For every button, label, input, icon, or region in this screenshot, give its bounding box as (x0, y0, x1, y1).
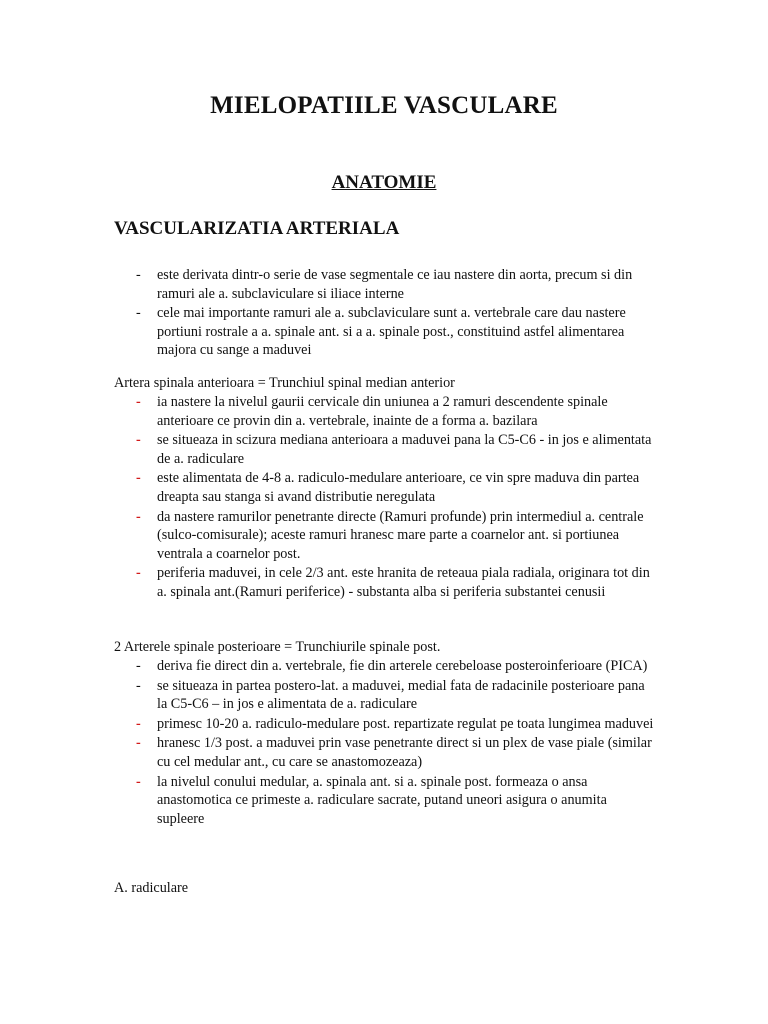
list-item (114, 266, 654, 303)
list-item-text: periferia maduvei, in cele 2/3 ant. este hranita de reteaua piala radiala, originara tot din a. spinala ant.(Ramuri periferice) - substanta alba si periferia substantei cenusii (157, 565, 650, 600)
list-item-text: este alimentata de 4-8 a. radiculo-medulare anterioare, ce vin spre maduva din partea dreapta sau stanga si avand distributie neregulata (157, 470, 640, 505)
list-item-text: este derivata dintr-o serie de vase segmentale ce iau nastere din aorta, precum si din ramuri ale a. subclaviculare si iliace interne (157, 267, 633, 302)
document-subtitle: ANATOMIE (331, 172, 437, 193)
list-bullet: - (136, 773, 141, 790)
list-bullet: - (136, 658, 141, 674)
radiculare-heading: A. radiculare (114, 880, 189, 896)
list-item (114, 734, 654, 771)
list-item (114, 431, 654, 468)
list-item-text: se situeaza in partea postero-lat. a maduvei, medial fata de radacinile posterioare pana la C5-C6 – in jos e alimentata de a. radiculare (157, 677, 645, 713)
list-item-text: deriva fie direct din a. vertebrale, fie din arterele cerebeloase posteroinferioare (PICA) (157, 658, 648, 674)
list-item (114, 393, 654, 430)
list-item-text: hranesc 1/3 post. a maduvei prin vase penetrante direct si un plex de vase piale (similar cu cel medular ant., cu care se anastomozeaza) (157, 735, 652, 770)
list-item (114, 677, 654, 714)
list-bullet: - (136, 305, 141, 322)
list-bullet: - (136, 735, 141, 752)
posterior-heading: 2 Arterele spinale posterioare = Trunchiurile spinale post. (114, 639, 441, 655)
list-item (114, 469, 654, 506)
list-item (114, 773, 654, 829)
list-bullet: - (136, 470, 141, 487)
list-item (114, 564, 654, 601)
list-item-text: la nivelul conului medular, a. spinala ant. si a. spinale post. formeaza o ansa anastomotica ce primeste a. radiculare sacrate, putand uneori asigura o anumita supleere (157, 773, 607, 827)
list-bullet: - (136, 565, 141, 582)
list-item (114, 508, 654, 564)
list-bullet: - (136, 267, 141, 283)
list-item-text: se situeaza in scizura mediana anterioara a maduvei pana la C5-C6 - in jos e alimentata de a. radiculare (157, 432, 652, 467)
intro-list (114, 266, 654, 360)
list-item (114, 304, 654, 360)
anterior-heading: Artera spinala anterioara = Trunchiul spinal median anterior (114, 375, 455, 391)
anterior-list-block (114, 393, 654, 602)
posterior-list (114, 657, 654, 828)
list-bullet: - (136, 394, 141, 410)
list-item-text: cele mai importante ramuri ale a. subclaviculare sunt a. vertebrale care dau nastere portiuni rostrale a a. spinale ant. si a a. spinale post., constituind astfel alimentarea majora cu sange a maduvei (157, 305, 626, 359)
list-item-text: da nastere ramurilor penetrante directe (Ramuri profunde) prin intermediul a. centrale (sulco-comisurale); aceste ramuri hranesc mare parte a coarnelor ant. si portiunea ventrala a coarnelor post. (157, 508, 644, 562)
document-title: MIELOPATIILE VASCULARE (210, 92, 558, 119)
list-item-text: ia nastere la nivelul gaurii cervicale din uniunea a 2 ramuri descendente spinale anterioare ce provin din a. vertebrale, inainte de a forma a. bazilara (157, 394, 608, 429)
list-bullet: - (136, 677, 141, 694)
list-item-text: primesc 10-20 a. radiculo-medulare post. repartizate regulat pe toata lungimea maduvei (157, 715, 654, 732)
intro-list-block (114, 266, 654, 360)
posterior-list-block (114, 657, 654, 828)
list-item (114, 657, 654, 676)
list-bullet: - (136, 432, 141, 449)
list-bullet: - (136, 715, 141, 732)
list-item (114, 715, 654, 734)
section-heading: VASCULARIZATIA ARTERIALA (114, 218, 400, 239)
list-bullet: - (136, 508, 141, 525)
anterior-list (114, 393, 654, 602)
